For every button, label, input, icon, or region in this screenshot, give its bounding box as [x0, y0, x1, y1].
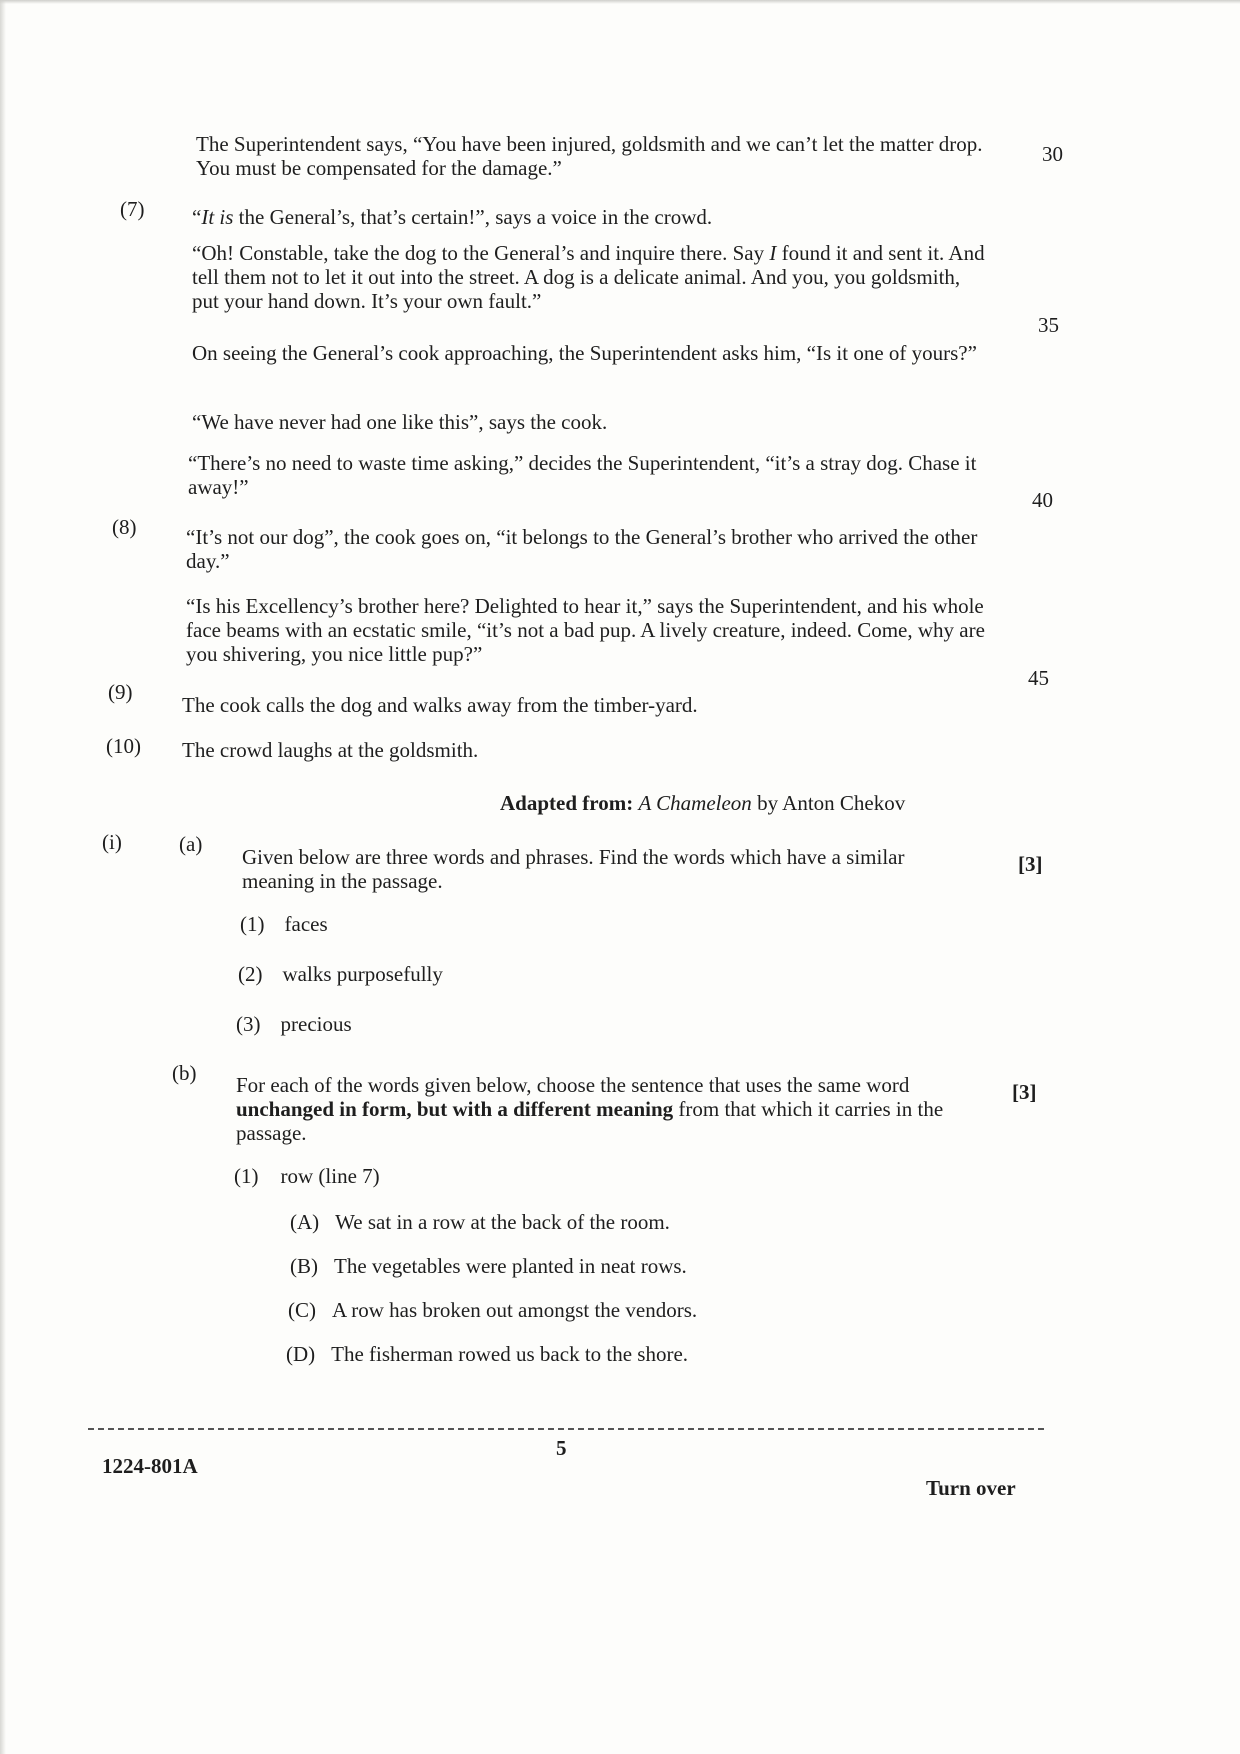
option-d: (D) The fisherman rowed us back to the shore. [286, 1342, 689, 1366]
paragraph-marker-8: (8) [112, 515, 137, 539]
footer-divider [88, 1428, 1044, 1430]
page-number: 5 [556, 1436, 567, 1460]
passage-paragraph-10: The crowd laughs at the goldsmith. [182, 738, 479, 762]
question-b-marks: [3] [1012, 1080, 1037, 1104]
passage-paragraph-never-had: “We have never had one like this”, says the cook. [192, 410, 608, 434]
question-a-marks: [3] [1018, 852, 1043, 876]
passage-source: Adapted from: A Chameleon by Anton Chekov [500, 791, 906, 815]
passage-paragraph-no-need: “There’s no need to waste time asking,” decides the Superintendent, “it’s a stray dog. Chase it away!” [188, 451, 977, 499]
passage-paragraph-8: “It’s not our dog”, the cook goes on, “it belongs to the General’s brother who arrived the other day.” [186, 525, 978, 573]
line-number: 35 [1038, 313, 1059, 337]
subquestion-marker-a: (a) [179, 832, 203, 856]
subquestion-marker-b: (b) [172, 1061, 197, 1085]
answer-item-3: (3) precious [236, 1012, 352, 1036]
line-number: 45 [1028, 666, 1049, 690]
page-top-shadow [0, 0, 1240, 4]
option-c: (C) A row has broken out amongst the vendors. [288, 1298, 698, 1322]
answer-item-2: (2) walks purposefully [238, 962, 443, 986]
paragraph-marker-10: (10) [106, 734, 141, 758]
answer-item-1: (1) faces [240, 912, 328, 936]
passage-paragraph-9: The cook calls the dog and walks away from the timber-yard. [182, 693, 698, 717]
turn-over: Turn over [926, 1476, 1016, 1500]
passage-paragraph-7: “It is the General’s, that’s certain!”, says a voice in the crowd. [192, 205, 713, 229]
passage-paragraph-constable: “Oh! Constable, take the dog to the General’s and inquire there. Say I found it and sent it. And tell them not to let it out into the street. A dog is a delicate animal. And you, you goldsmith, put your hand down. It’s your own fault.” [192, 241, 985, 313]
page-edge-shadow [0, 0, 6, 1754]
option-b: (B) The vegetables were planted in neat rows. [290, 1254, 687, 1278]
paper-code: 1224-801A [102, 1454, 198, 1478]
line-number: 40 [1032, 488, 1053, 512]
question-b-text: For each of the words given below, choose the sentence that uses the same word unchanged in form, but with a different meaning from that which it carries in the passage. [236, 1073, 944, 1145]
line-number: 30 [1042, 142, 1063, 166]
paragraph-marker-9: (9) [108, 680, 133, 704]
passage-paragraph-excellency: “Is his Excellency’s brother here? Delighted to hear it,” says the Superintendent, and his whole face beams with an ecstatic smile, “it’s not a bad pup. A lively creature, indeed. Come, why are you shivering, you nice little pup?” [186, 594, 985, 666]
question-b1: (1) row (line 7) [234, 1164, 380, 1188]
passage-paragraph-superintendent: The Superintendent says, “You have been injured, goldsmith and we can’t let the matter drop. You must be compensated for the damage.” [196, 132, 983, 180]
passage-paragraph-cook-approach: On seeing the General’s cook approaching, the Superintendent asks him, “Is it one of yours?” [192, 341, 977, 365]
option-a: (A) We sat in a row at the back of the room. [290, 1210, 670, 1234]
question-a-text: Given below are three words and phrases. Find the words which have a similar meaning in the passage. [242, 845, 905, 893]
paragraph-marker-7: (7) [120, 197, 145, 221]
question-marker-i: (i) [102, 830, 122, 854]
